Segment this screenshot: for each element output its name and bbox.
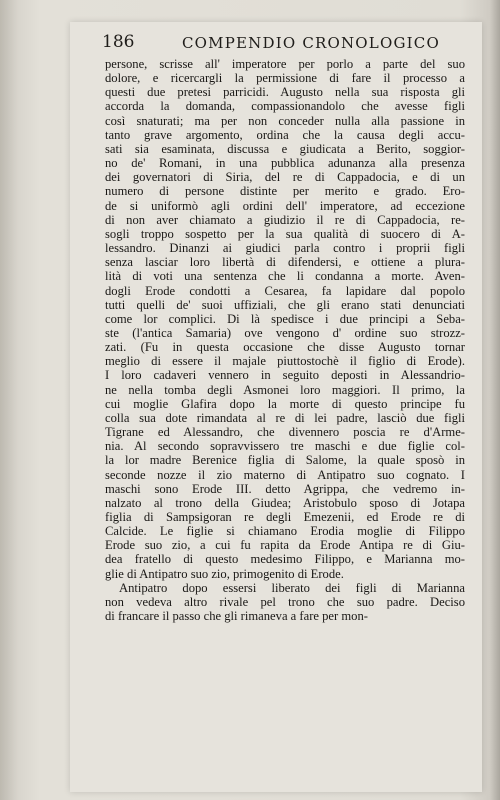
text-line: non vedeva altro rivale pel trono che suo padre. Deciso bbox=[105, 594, 465, 609]
text-line: tutti quelli de' suoi uffiziali, che gli erano stati denunciati bbox=[105, 297, 465, 312]
text-line: de si uniformò agli ordini dell' imperatore, ad eccezione bbox=[105, 198, 465, 213]
text-line: Calcide. Le figlie si chiamano Erodia moglie di Filippo bbox=[105, 524, 465, 539]
text-line: dolore, e ricercargli la permissione di fare il processo a bbox=[105, 71, 465, 86]
text-line: così snaturati; ma per non conceder nulla alla passione in bbox=[105, 113, 465, 128]
text-line: lessandro. Dinanzi ai giudici parla contro i proprii figli bbox=[105, 241, 465, 256]
text-line: figlia di Sampsigoran re degli Emezenii, ed Erode re di bbox=[105, 510, 465, 524]
text-line: senza lasciar loro libertà di difendersi, e ottiene a plura- bbox=[105, 255, 465, 270]
text-line: ste (l'antica Samaria) ove vengono d' ordine suo strozz- bbox=[105, 325, 465, 340]
text-line: sati sia esaminata, discussa e giudicata a Berito, soggior- bbox=[105, 141, 465, 156]
text-line: persone, scrisse all' imperatore per porlo a parte del suo bbox=[105, 57, 465, 71]
text-line: maschi sono Erode III. detto Agrippa, che vedremo in- bbox=[105, 481, 465, 496]
text-line: cui moglie Glafira dopo la morte di questo principe fu bbox=[105, 396, 465, 411]
text-line: di francare il passo che gli rimaneva a fare per mon- bbox=[105, 609, 368, 624]
text-line: meglio di essere il majale piuttostochè il figlio di Erode). bbox=[105, 354, 465, 369]
text-line: sogli troppo sospetto per la sua qualità di suocero di A- bbox=[105, 226, 465, 241]
text-line: questi due pretesi parricidi. Augusto nella sua risposta gli bbox=[105, 85, 465, 100]
page-header bbox=[102, 32, 462, 54]
text-line: ne nella tomba degli Asmonei loro maggiori. Il primo, la bbox=[105, 382, 465, 397]
text-line: Erode suo zio, a cui fu rapita da Erode Antipa re di Giu- bbox=[105, 538, 465, 553]
text-line: nalzato al trono della Giudea; Aristobulo sposo di Jotapa bbox=[105, 495, 465, 510]
text-line: seconde nozze il zio materno di Antipatro suo cognato. I bbox=[105, 467, 465, 482]
text-line: no de' Romani, in una pubblica adunanza alla presenza bbox=[105, 156, 465, 171]
text-line: di non aver chiamato a giudizio il re di Cappadocia, re- bbox=[105, 212, 465, 227]
running-head: COMPENDIO CRONOLOGICO bbox=[182, 34, 440, 52]
text-line: tanto grave argomento, ordina che la causa degli accu- bbox=[105, 127, 465, 142]
text-line: come lor complici. Di là spedisce i due principi a Seba- bbox=[105, 311, 465, 326]
text-line: dea fratello di questo medesimo Filippo, e Marianna mo- bbox=[105, 552, 465, 567]
text-line: la lor madre Berenice figlia di Salome, la quale sposò in bbox=[105, 453, 465, 468]
text-line: numero di persone distinte per merito e grado. Ero- bbox=[105, 184, 465, 199]
book-page bbox=[70, 22, 482, 792]
text-line: Antipatro dopo essersi liberato dei figli di Marianna bbox=[119, 580, 465, 595]
text-line: dogli Erode condotti a Cesarea, fa lapidare dal popolo bbox=[105, 283, 465, 298]
text-line: nia. Al secondo sopravvissero tre maschi e due figlie col- bbox=[105, 439, 465, 454]
text-line: colla sua dote rimandata al re di lei padre, lasciò due figli bbox=[105, 410, 465, 425]
page-number: 186 bbox=[102, 32, 135, 52]
text-line: glie di Antipatro suo zio, primogenito di Erode. bbox=[105, 566, 344, 581]
page-body-text bbox=[105, 57, 465, 623]
text-line: lità di voti una sentenza che li condanna a morte. Aven- bbox=[105, 269, 465, 284]
text-line: accorda la domanda, compassionandolo che avesse figli bbox=[105, 99, 465, 114]
text-line: Tigrane ed Alessandro, che divennero poscia re d'Arme- bbox=[105, 425, 465, 440]
text-line: dei governatori di Siria, del re di Cappadocia, e di un bbox=[105, 170, 465, 185]
text-line: I loro cadaveri vennero in seguito deposti in Alessandrio- bbox=[105, 368, 465, 383]
text-line: zati. (Fu in questa occasione che disse Augusto tornar bbox=[105, 340, 465, 355]
